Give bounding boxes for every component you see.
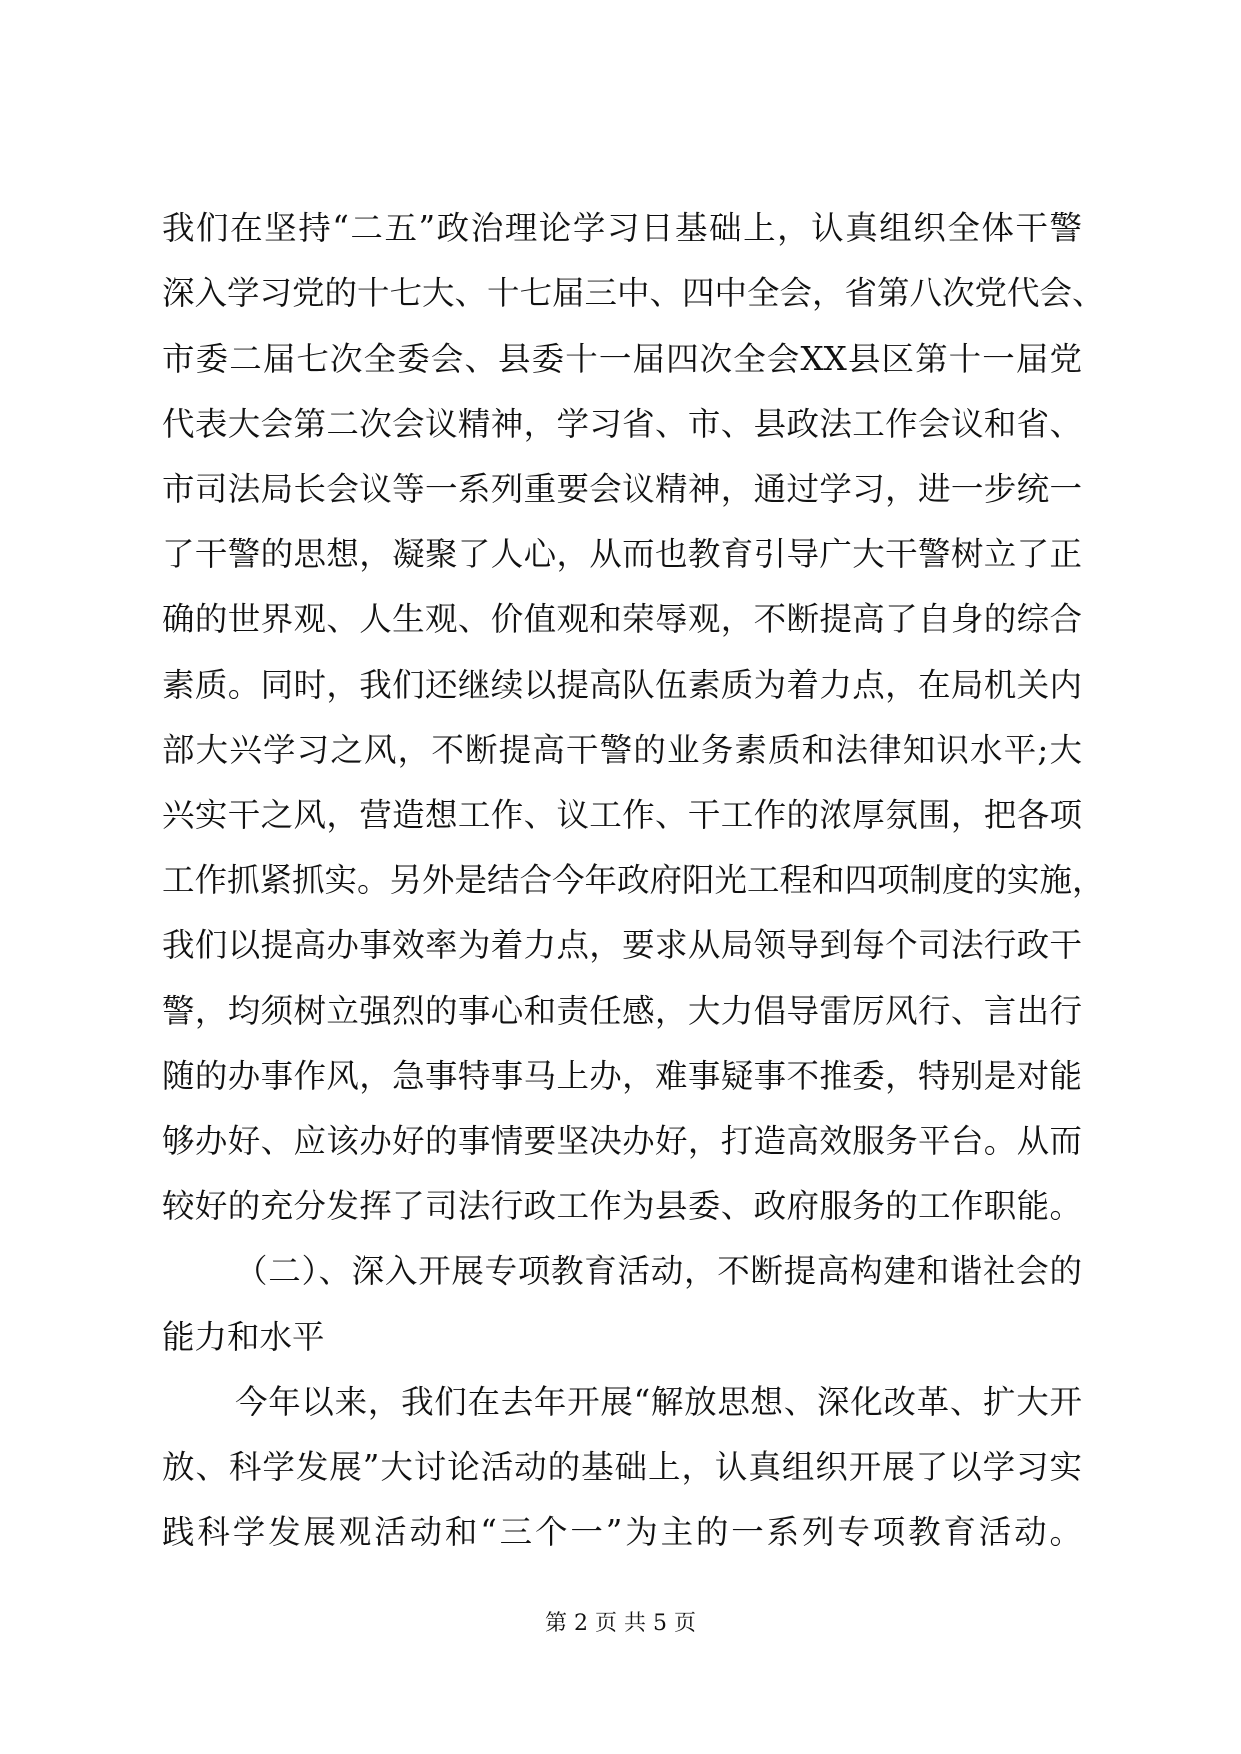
page-number-footer: 第 2 页 共 5 页 <box>545 1611 696 1636</box>
body-line-11: 工作抓紧抓实。另外是结合今年政府阳光工程和四项制度的实施， <box>162 861 1105 899</box>
body-line-5: 市司法局长会议等一系列重要会议精神，通过学习，进一步统一 <box>162 470 1082 508</box>
body-line-6: 了干警的思想，凝聚了人心，从而也教育引导广大干警树立了正 <box>162 535 1082 573</box>
section-heading-line-2: 能力和水平 <box>162 1318 325 1356</box>
body-line-15: 够办好、应该办好的事情要坚决办好，打造高效服务平台。从而 <box>162 1122 1082 1160</box>
body-line-14: 随的办事作风，急事特事马上办，难事疑事不推委，特别是对能 <box>162 1057 1082 1095</box>
body-line-19: 践科学发展观活动和“三个一”为主的一系列专项教育活动。 <box>162 1513 1082 1551</box>
body-line-9: 部大兴学习之风，不断提高干警的业务素质和法律知识水平;大 <box>162 731 1082 769</box>
body-line-4: 代表大会第二次会议精神，学习省、市、县政法工作会议和省、 <box>162 405 1082 443</box>
body-line-7: 确的世界观、人生观、价值观和荣辱观，不断提高了自身的综合 <box>162 600 1082 638</box>
body-line-18: 放、科学发展”大讨论活动的基础上，认真组织开展了以学习实 <box>162 1448 1082 1486</box>
body-line-16: 较好的充分发挥了司法行政工作为县委、政府服务的工作职能。 <box>162 1187 1082 1225</box>
body-line-13: 警，均须树立强烈的事心和责任感，大力倡导雷厉风行、言出行 <box>162 992 1082 1030</box>
section-heading-line-1: （二）、深入开展专项教育活动，不断提高构建和谐社会的 <box>235 1252 1082 1290</box>
body-line-1: 我们在坚持“二五”政治理论学习日基础上，认真组织全体干警 <box>162 209 1082 247</box>
body-line-12: 我们以提高办事效率为着力点，要求从局领导到每个司法行政干 <box>162 926 1082 964</box>
body-line-17: 今年以来，我们在去年开展“解放思想、深化改革、扩大开 <box>235 1383 1082 1421</box>
body-line-10: 兴实干之风，营造想工作、议工作、干工作的浓厚氛围，把各项 <box>162 796 1082 834</box>
body-line-2: 深入学习党的十七大、十七届三中、四中全会，省第八次党代会、 <box>162 274 1105 312</box>
body-line-3: 市委二届七次全委会、县委十一届四次全会XX县区第十一届党 <box>162 340 1082 378</box>
body-line-8: 素质。同时，我们还继续以提高队伍素质为着力点，在局机关内 <box>162 666 1082 704</box>
